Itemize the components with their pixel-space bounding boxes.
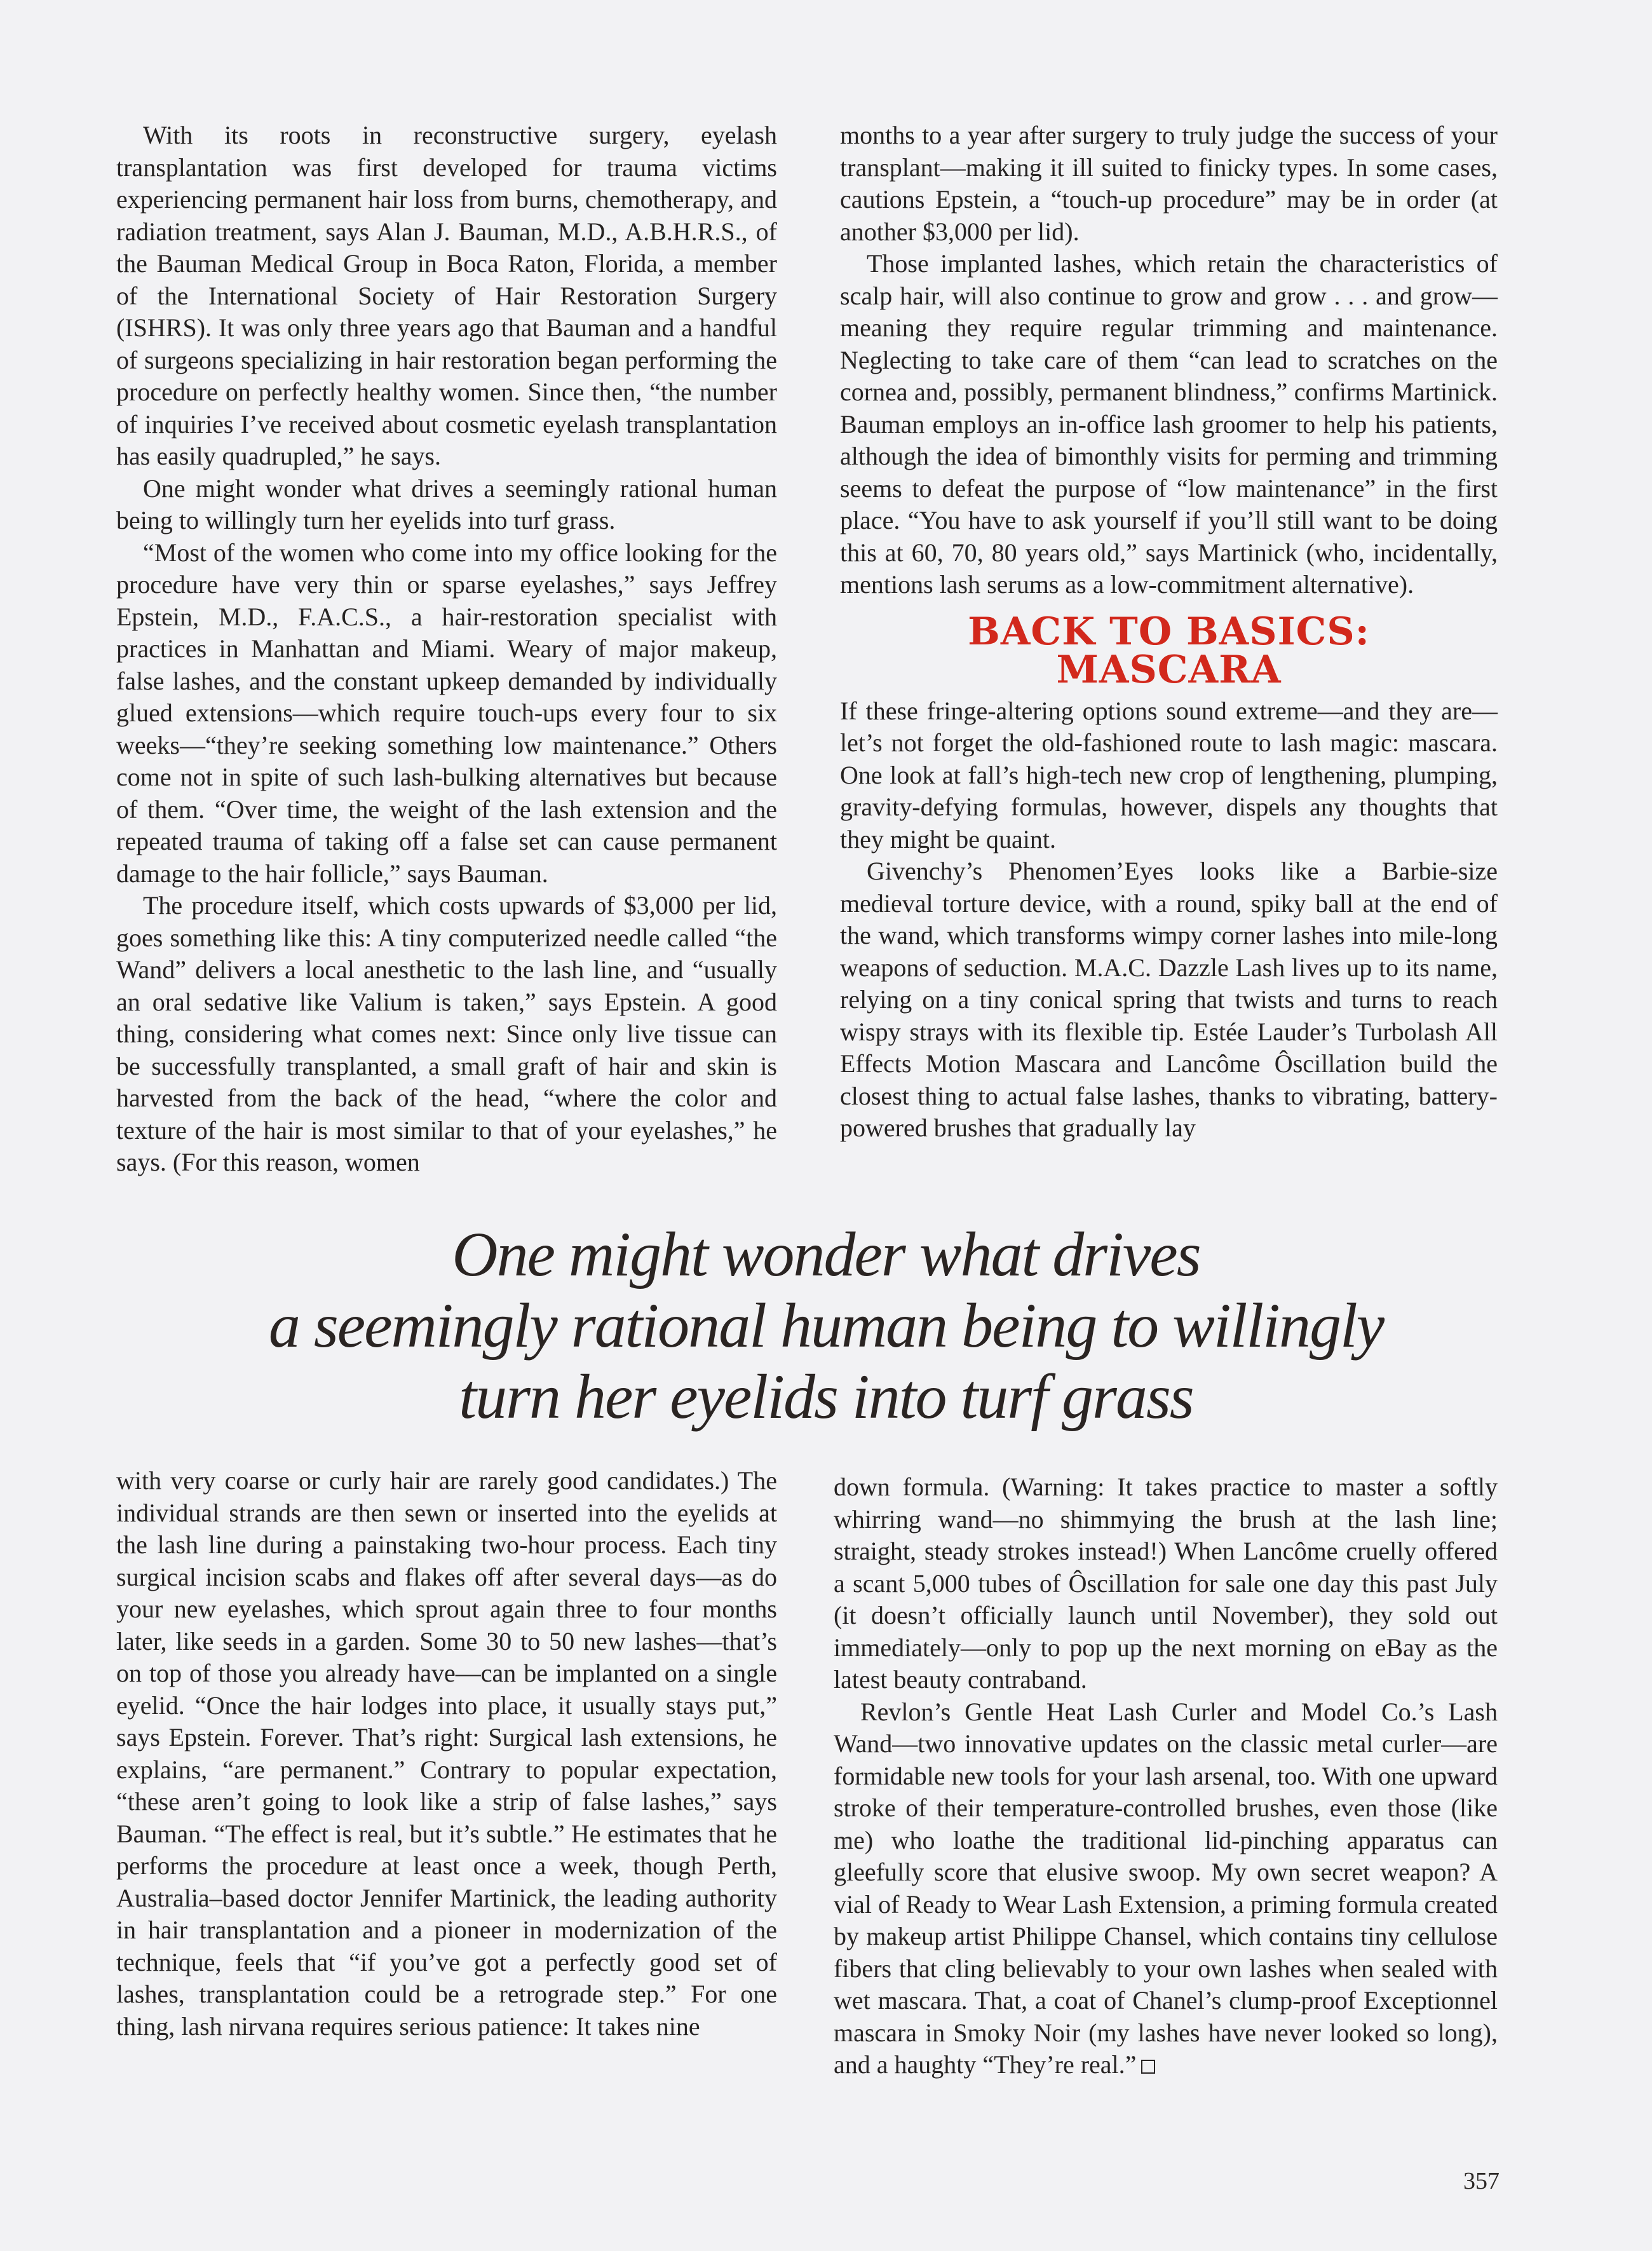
paragraph: The procedure itself, which costs upwards of $3,000 per lid, goes something like this: A tiny computerized needle called “the Wand” delivers a local anesthetic to the lash line, and “usually an oral sedative like Valium is taken,” says Epstein. A good thing, considering what comes next: Since only live tissue can be successfully transplanted, a small graft of hair and skin is harvested from the back of the head, “where the color and texture of the hair is most similar to that of your eyelashes,” he says. (For this reason, women [116,891,777,1176]
paragraph: down formula. (Warning: It takes practice to master a softly whirring wand—no shimmying the brush at the lash line; straight, steady strokes instead!) When Lancôme cruelly offered a scant 5,000 tubes of Ôscillation for sale one day this past July (it doesn’t officially launch until November), they sold out immediately—only to pop up the next morning on eBay as the latest beauty contraband. [834,1472,1498,1694]
column-bottom-right [834,1471,1498,2081]
page-number: 357 [1463,2168,1500,2194]
column-bottom-left [116,1465,777,2043]
paragraph: With its roots in reconstructive surgery, eyelash transplantation was first developed for trauma victims experiencing permanent hair loss from burns, chemotherapy, and radiation treatment, says Alan J. Bauman, M.D., A.B.H.R.S., of the Bauman Medical Group in Boca Raton, Florida, a member of the International Society of Hair Restoration Surgery (ISHRS). It was only three years ago that Bauman and a handful of surgeons specializing in hair restoration began performing the procedure on perfectly healthy women. Since then, “the number of inquiries I’ve received about cosmetic eyelash transplantation has easily quadrupled,” he says. [116,121,777,470]
pull-quote [127,1219,1525,1432]
end-of-article-square-icon [1141,2060,1155,2074]
paragraph: Those implanted lashes, which retain the characteristics of scalp hair, will also continue to grow and grow . . . and grow—meaning they require regular trimming and maintenance. Neglecting to take care of them “can lead to scratches on the cornea and, possibly, permanent blindness,” confirms Martinick. Bauman employs an in-office lash groomer to help his patients, although the idea of bimonthly visits for perming and trimming seems to defeat the purpose of “low maintenance” in the first place. “You have to ask yourself if you’ll still want to be doing this at 60, 70, 80 years old,” says Martinick (who, incidentally, mentions lash serums as a low-commitment alternative). [840,249,1498,599]
paragraph: with very coarse or curly hair are rarely good candidates.) The individual strands are then sewn or inserted into the eyelids at the lash line during a painstaking two-hour process. Each tiny surgical incision scabs and flakes off after several days—as do your new eyelashes, which sprout again three to four months later, like seeds in a garden. Some 30 to 50 new lashes—that’s on top of those you already have—can be implanted on a single eyelid. “Once the hair lodges into place, it usually stays put,” says Epstein. Forever. That’s right: Surgical lash extensions, he explains, “are permanent.” Contrary to popular expectation, “these aren’t going to look like a strip of false lashes,” says Bauman. “The effect is real, but it’s subtle.” He estimates that he performs the procedure at least once a week, though Perth, Australia–based doctor Jennifer Martinick, the leading authority in hair transplantation and a pioneer in modernization of the technique, feels that “if you’ve got a perfectly good set of lashes, transplantation could be a retrograde step.” For one thing, lash nirvana requires serious patience: It takes nine [116,1466,777,2041]
subhead-line: MASCARA [1056,647,1282,692]
pull-quote-line: a seemingly rational human being to willingly [268,1290,1384,1361]
paragraph: If these fringe-altering options sound extreme—and they are—let’s not forget the old-fashioned route to lash magic: mascara. One look at fall’s high-tech new crop of lengthening, plumping, gravity-defying formulas, however, dispels any thoughts that they might be quaint. [840,696,1498,853]
pull-quote-line: One might wonder what drives [452,1219,1200,1289]
paragraph: “Most of the women who come into my office looking for the procedure have very thin or sparse eyelashes,” says Jeffrey Epstein, M.D., F.A.C.S., a hair-restoration specialist with practices in Manhattan and Miami. Weary of major makeup, false lashes, and the constant upkeep demanded by individually glued extensions—which require touch-ups every four to six weeks—“they’re seeking something low maintenance.” Others come not in spite of such lash-bulking alternatives but because of them. “Over time, the weight of the lash extension and the repeated trauma of taking off a false set can cause permanent damage to the hair follicle,” says Bauman. [116,538,777,888]
subhead-line: BACK TO BASICS: [968,609,1370,654]
paragraph-text: Revlon’s Gentle Heat Lash Curler and Model Co.’s Lash Wand—two innovative updates on the classic metal curler—are formidable new tools for your lash arsenal, too. With one upward stroke of their temperature-controlled brushes, even those (like me) who loathe the traditional lid-pinching apparatus can gleefully score that elusive swoop. My own secret weapon? A vial of Ready to Wear Lash Extension, a priming formula created by makeup artist Philippe Chansel, which contains tiny cellulose fibers that cling believably to your own lashes when sealed with wet mascara. That, a coat of Chanel’s clump-proof Exceptionnel mascara in Smoky Noir (my lashes have never looked so long), and a haughty “They’re real.” [834,1697,1498,2079]
column-top-right [840,119,1498,1145]
paragraph: Givenchy’s Phenomen’Eyes looks like a Barbie-size medieval torture device, with a round, spiky ball at the end of the wand, which transforms wimpy corner lashes into mile-long weapons of seduction. M.A.C. Dazzle Lash lives up to its name, relying on a tiny conical spring that twists and turns to reach wispy strays with its flexible tip. Estée Lauder’s Turbolash All Effects Motion Mascara and Lancôme Ôscillation build the closest thing to actual false lashes, thanks to vibrating, battery-powered brushes that gradually lay [840,857,1498,1142]
section-subhead [840,609,1498,692]
paragraph: months to a year after surgery to truly judge the success of your transplant—making it ill suited to finicky types. In some cases, cautions Epstein, a “touch-up procedure” may be in order (at another $3,000 per lid). [840,121,1498,246]
pull-quote-line: turn her eyelids into turf grass [459,1361,1193,1432]
paragraph: One might wonder what drives a seemingly rational human being to willingly turn her eyelids into turf grass. [116,473,777,534]
column-top-left [116,119,777,1179]
paragraph [834,1696,1498,2081]
